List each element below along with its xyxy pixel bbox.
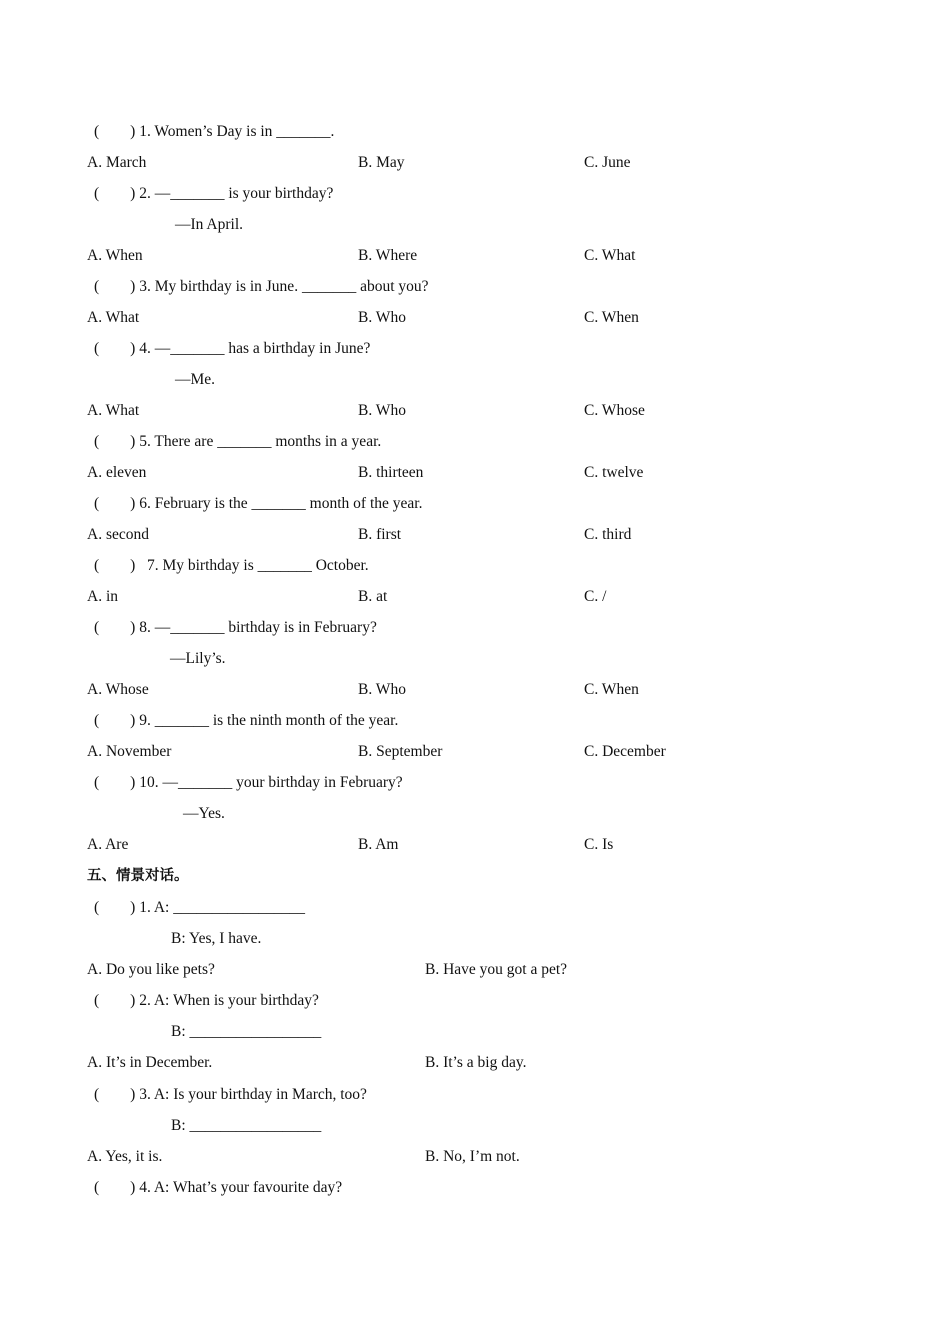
option-a: A. It’s in December. <box>87 1054 213 1071</box>
dialogue-options-1 <box>0 954 950 985</box>
option-c: C. When <box>584 309 639 326</box>
question-4 <box>0 333 950 364</box>
question-2 <box>0 178 950 209</box>
section-heading-row <box>0 861 950 892</box>
option-b: B. Am <box>358 836 399 853</box>
option-a: A. When <box>87 247 143 264</box>
section-heading: 五、情景对话。 <box>87 868 189 884</box>
dialogue-1 <box>0 892 950 923</box>
option-a: A. second <box>87 526 149 543</box>
question-7 <box>0 550 950 581</box>
options-8 <box>0 674 950 705</box>
reply-2 <box>0 209 950 240</box>
dialogue-reply-3 <box>0 1110 950 1141</box>
option-b: B. It’s a big day. <box>425 1054 527 1071</box>
option-b: B. Have you got a pet? <box>425 961 568 978</box>
question-stem: ( ) 1. Women’s Day is in _______. <box>94 123 335 140</box>
dialogue-3 <box>0 1079 950 1110</box>
question-reply: —Me. <box>175 371 216 388</box>
option-b: B. May <box>358 154 405 171</box>
option-b: B. first <box>358 526 402 543</box>
options-5 <box>0 457 950 488</box>
option-a: A. What <box>87 402 140 419</box>
question-stem: ( ) 10. —_______ your birthday in February? <box>94 774 403 791</box>
question-stem: ( ) 7. My birthday is _______ October. <box>94 557 369 574</box>
dialogue-stem: ( ) 3. A: Is your birthday in March, too? <box>94 1086 367 1103</box>
option-a: A. in <box>87 588 118 605</box>
option-a: A. What <box>87 309 140 326</box>
options-4 <box>0 395 950 426</box>
dialogue-reply: B: _________________ <box>171 1023 322 1040</box>
option-c: C. Whose <box>584 402 645 419</box>
option-b: B. No, I’m not. <box>425 1148 520 1165</box>
option-b: B. September <box>358 743 443 760</box>
question-8 <box>0 612 950 643</box>
question-stem: ( ) 8. —_______ birthday is in February? <box>94 619 377 636</box>
question-stem: ( ) 4. —_______ has a birthday in June? <box>94 340 371 357</box>
dialogue-stem: ( ) 2. A: When is your birthday? <box>94 992 319 1009</box>
question-stem: ( ) 2. —_______ is your birthday? <box>94 185 334 202</box>
dialogue-reply-1 <box>0 923 950 954</box>
options-10 <box>0 829 950 860</box>
option-a: A. Do you like pets? <box>87 961 215 978</box>
options-1 <box>0 147 950 178</box>
option-a: A. Whose <box>87 681 149 698</box>
dialogue-options-3 <box>0 1141 950 1172</box>
option-c: C. June <box>584 154 631 171</box>
reply-10 <box>0 798 950 829</box>
option-b: B. Who <box>358 402 406 419</box>
question-reply: —In April. <box>175 216 244 233</box>
options-7 <box>0 581 950 612</box>
dialogue-stem: ( ) 4. A: What’s your favourite day? <box>94 1179 343 1196</box>
option-c: C. third <box>584 526 632 543</box>
option-c: C. / <box>584 588 607 605</box>
options-6 <box>0 519 950 550</box>
question-stem: ( ) 9. _______ is the ninth month of the year. <box>94 712 399 729</box>
dialogue-4 <box>0 1172 950 1203</box>
question-10 <box>0 767 950 798</box>
option-b: B. thirteen <box>358 464 424 481</box>
option-a: A. eleven <box>87 464 147 481</box>
reply-4 <box>0 364 950 395</box>
question-stem: ( ) 3. My birthday is in June. _______ about you? <box>94 278 429 295</box>
option-a: A. November <box>87 743 172 760</box>
option-b: B. Who <box>358 681 406 698</box>
options-3 <box>0 302 950 333</box>
dialogue-stem: ( ) 1. A: _________________ <box>94 899 305 916</box>
question-5 <box>0 426 950 457</box>
question-stem: ( ) 5. There are _______ months in a year. <box>94 433 382 450</box>
option-b: B. at <box>358 588 388 605</box>
option-b: B. Where <box>358 247 418 264</box>
question-6 <box>0 488 950 519</box>
question-reply: —Yes. <box>183 805 225 822</box>
question-stem: ( ) 6. February is the _______ month of the year. <box>94 495 423 512</box>
option-a: A. Yes, it is. <box>87 1148 163 1165</box>
question-reply: —Lily’s. <box>170 650 226 667</box>
options-2 <box>0 240 950 271</box>
dialogue-2 <box>0 985 950 1016</box>
options-9 <box>0 736 950 767</box>
option-a: A. March <box>87 154 147 171</box>
question-3 <box>0 271 950 302</box>
option-b: B. Who <box>358 309 406 326</box>
option-c: C. twelve <box>584 464 644 481</box>
question-1 <box>0 116 950 147</box>
dialogue-reply-2 <box>0 1016 950 1047</box>
dialogue-reply: B: _________________ <box>171 1117 322 1134</box>
question-9 <box>0 705 950 736</box>
option-c: C. December <box>584 743 666 760</box>
option-c: C. What <box>584 247 636 264</box>
option-c: C. Is <box>584 836 614 853</box>
dialogue-reply: B: Yes, I have. <box>171 930 262 947</box>
option-c: C. When <box>584 681 639 698</box>
option-a: A. Are <box>87 836 129 853</box>
dialogue-options-2 <box>0 1047 950 1078</box>
reply-8 <box>0 643 950 674</box>
